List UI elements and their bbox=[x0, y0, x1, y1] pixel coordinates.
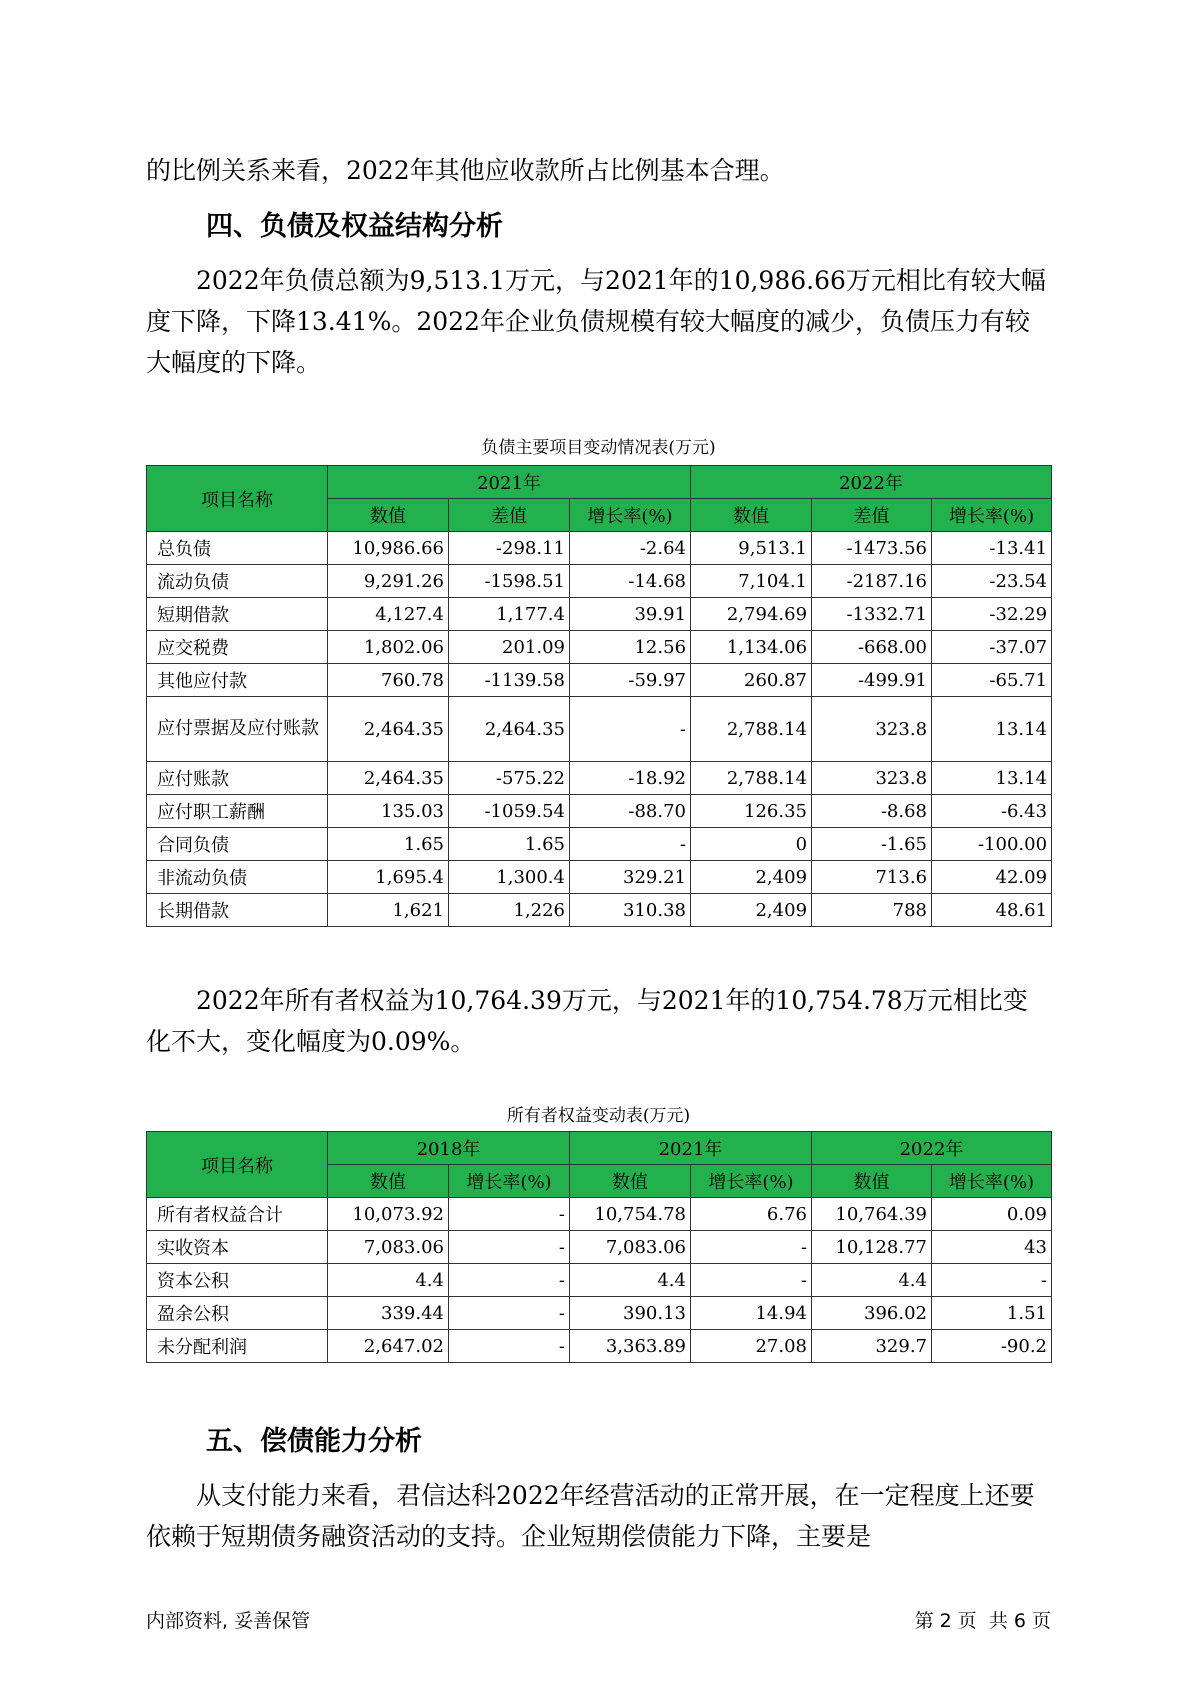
section4-heading: 四、负债及权益结构分析 bbox=[206, 211, 503, 242]
table1-sub-header: 增长率(%) bbox=[570, 499, 691, 532]
table-cell: - bbox=[691, 1264, 812, 1297]
table-cell: -90.2 bbox=[932, 1330, 1052, 1363]
table-cell: 7,083.06 bbox=[570, 1231, 691, 1264]
table-cell: -59.97 bbox=[570, 664, 691, 697]
table-cell: 10,764.39 bbox=[812, 1198, 932, 1231]
table-cell: - bbox=[932, 1264, 1052, 1297]
table-cell: 7,083.06 bbox=[328, 1231, 449, 1264]
row-label: 所有者权益合计 bbox=[147, 1198, 328, 1231]
footer-page-number: 第 2 页 共 6 页 bbox=[914, 1610, 1051, 1632]
table-cell: 329.7 bbox=[812, 1330, 932, 1363]
row-label: 未分配利润 bbox=[147, 1330, 328, 1363]
table-cell: 0 bbox=[691, 828, 812, 861]
table-cell: -575.22 bbox=[449, 762, 570, 795]
table-row bbox=[147, 1330, 1052, 1363]
table-cell: -2.64 bbox=[570, 532, 691, 565]
row-label: 流动负债 bbox=[147, 565, 328, 598]
table-row bbox=[147, 795, 1052, 828]
table-cell: 0.09 bbox=[932, 1198, 1052, 1231]
section5-paragraph-1: 从支付能力来看，君信达科2022年经营活动的正常开展，在一定程度上还要依赖于短期债务融资活动的支持。企业短期偿债能力下降，主要是 bbox=[146, 1481, 1035, 1551]
table-cell: -1332.71 bbox=[812, 598, 932, 631]
table-cell: 1.65 bbox=[449, 828, 570, 861]
table-cell: -100.00 bbox=[932, 828, 1052, 861]
row-label: 应交税费 bbox=[147, 631, 328, 664]
table-cell: 1,621 bbox=[328, 894, 449, 927]
table-cell: - bbox=[449, 1231, 570, 1264]
row-label: 合同负债 bbox=[147, 828, 328, 861]
table-cell: 396.02 bbox=[812, 1297, 932, 1330]
table-cell: 13.14 bbox=[932, 697, 1052, 762]
table-cell: 1,177.4 bbox=[449, 598, 570, 631]
table-cell: -1.65 bbox=[812, 828, 932, 861]
table-row bbox=[147, 1231, 1052, 1264]
table-cell: 3,363.89 bbox=[570, 1330, 691, 1363]
table-cell: 1,226 bbox=[449, 894, 570, 927]
row-label: 资本公积 bbox=[147, 1264, 328, 1297]
table-cell: -23.54 bbox=[932, 565, 1052, 598]
row-label: 其他应付款 bbox=[147, 664, 328, 697]
table-cell: -298.11 bbox=[449, 532, 570, 565]
table-cell: 42.09 bbox=[932, 861, 1052, 894]
row-label: 总负债 bbox=[147, 532, 328, 565]
table-cell: - bbox=[449, 1330, 570, 1363]
row-label: 盈余公积 bbox=[147, 1297, 328, 1330]
table1-sub-header: 差值 bbox=[449, 499, 570, 532]
table-cell: - bbox=[449, 1264, 570, 1297]
table-cell: 126.35 bbox=[691, 795, 812, 828]
table-cell: - bbox=[570, 828, 691, 861]
table1-caption: 负债主要项目变动情况表(万元) bbox=[481, 438, 716, 458]
table1-sub-header: 数值 bbox=[691, 499, 812, 532]
table1-year-header: 2021年 bbox=[328, 466, 691, 499]
table2-year-header: 2021年 bbox=[570, 1132, 812, 1165]
table-cell: 9,513.1 bbox=[691, 532, 812, 565]
table-cell: - bbox=[570, 697, 691, 762]
equity-table bbox=[146, 1131, 1052, 1363]
table-cell: 2,409 bbox=[691, 894, 812, 927]
row-label: 短期借款 bbox=[147, 598, 328, 631]
table-cell: - bbox=[691, 1231, 812, 1264]
table-cell: -1139.58 bbox=[449, 664, 570, 697]
table-cell: 2,647.02 bbox=[328, 1330, 449, 1363]
table-cell: 1,695.4 bbox=[328, 861, 449, 894]
table-cell: 339.44 bbox=[328, 1297, 449, 1330]
table-cell: 2,409 bbox=[691, 861, 812, 894]
table-row bbox=[147, 762, 1052, 795]
table-cell: 13.14 bbox=[932, 762, 1052, 795]
table-row bbox=[147, 1264, 1052, 1297]
intro-line: 的比例关系来看，2022年其他应收款所占比例基本合理。 bbox=[146, 156, 785, 185]
table2-caption: 所有者权益变动表(万元) bbox=[506, 1106, 691, 1126]
table-cell: -88.70 bbox=[570, 795, 691, 828]
table2-sub-header: 增长率(%) bbox=[449, 1165, 570, 1198]
table-cell: - bbox=[449, 1198, 570, 1231]
table-cell: -2187.16 bbox=[812, 565, 932, 598]
table-cell: 48.61 bbox=[932, 894, 1052, 927]
table-cell: 390.13 bbox=[570, 1297, 691, 1330]
table-cell: 2,794.69 bbox=[691, 598, 812, 631]
table-row bbox=[147, 631, 1052, 664]
table-cell: 2,464.35 bbox=[328, 697, 449, 762]
table-cell: 7,104.1 bbox=[691, 565, 812, 598]
table2-year-header: 2022年 bbox=[812, 1132, 1052, 1165]
table-cell: -668.00 bbox=[812, 631, 932, 664]
table2-sub-header: 数值 bbox=[570, 1165, 691, 1198]
row-label: 非流动负债 bbox=[147, 861, 328, 894]
table-row bbox=[147, 861, 1052, 894]
row-label: 应付账款 bbox=[147, 762, 328, 795]
table-cell: -1059.54 bbox=[449, 795, 570, 828]
table-cell: 201.09 bbox=[449, 631, 570, 664]
table1-sub-header: 差值 bbox=[812, 499, 932, 532]
table-cell: 12.56 bbox=[570, 631, 691, 664]
table-cell: 10,073.92 bbox=[328, 1198, 449, 1231]
table-cell: -6.43 bbox=[932, 795, 1052, 828]
table-cell: 27.08 bbox=[691, 1330, 812, 1363]
table-cell: -1473.56 bbox=[812, 532, 932, 565]
table-cell: - bbox=[449, 1297, 570, 1330]
table-cell: 4.4 bbox=[570, 1264, 691, 1297]
table-cell: -18.92 bbox=[570, 762, 691, 795]
table-cell: -37.07 bbox=[932, 631, 1052, 664]
table-cell: 10,128.77 bbox=[812, 1231, 932, 1264]
table-cell: -8.68 bbox=[812, 795, 932, 828]
table2-year-header: 2018年 bbox=[328, 1132, 570, 1165]
table-cell: 1.51 bbox=[932, 1297, 1052, 1330]
table-row bbox=[147, 828, 1052, 861]
table-row bbox=[147, 598, 1052, 631]
table-row bbox=[147, 697, 1052, 762]
row-label: 应付票据及应付账款 bbox=[147, 697, 328, 762]
section4-paragraph-2: 2022年所有者权益为10,764.39万元，与2021年的10,754.78万元相比变化不大，变化幅度为0.09%。 bbox=[146, 986, 1028, 1056]
table1-year-header: 2022年 bbox=[691, 466, 1052, 499]
table-row bbox=[147, 565, 1052, 598]
table-cell: -499.91 bbox=[812, 664, 932, 697]
row-label: 应付职工薪酬 bbox=[147, 795, 328, 828]
table-cell: 2,788.14 bbox=[691, 762, 812, 795]
table-cell: 4.4 bbox=[812, 1264, 932, 1297]
table-cell: 2,788.14 bbox=[691, 697, 812, 762]
section4-paragraph-1: 2022年负债总额为9,513.1万元，与2021年的10,986.66万元相比有较大幅度下降，下降13.41%。2022年企业负债规模有较大幅度的减少，负债压力有较大幅度的下降。 bbox=[146, 266, 1046, 377]
table-cell: 1.65 bbox=[328, 828, 449, 861]
table-cell: -65.71 bbox=[932, 664, 1052, 697]
table-cell: 329.21 bbox=[570, 861, 691, 894]
table-cell: 310.38 bbox=[570, 894, 691, 927]
table-cell: 4,127.4 bbox=[328, 598, 449, 631]
row-label: 长期借款 bbox=[147, 894, 328, 927]
table-cell: -14.68 bbox=[570, 565, 691, 598]
table-row bbox=[147, 1198, 1052, 1231]
table2-sub-header: 数值 bbox=[812, 1165, 932, 1198]
table-row bbox=[147, 532, 1052, 565]
table-cell: 4.4 bbox=[328, 1264, 449, 1297]
table1-sub-header: 增长率(%) bbox=[932, 499, 1052, 532]
table-row bbox=[147, 894, 1052, 927]
section5-heading: 五、偿债能力分析 bbox=[206, 1426, 422, 1457]
table-cell: 6.76 bbox=[691, 1198, 812, 1231]
table-cell: 9,291.26 bbox=[328, 565, 449, 598]
table-cell: 1,802.06 bbox=[328, 631, 449, 664]
table-row bbox=[147, 1297, 1052, 1330]
table-cell: 260.87 bbox=[691, 664, 812, 697]
table-cell: 323.8 bbox=[812, 697, 932, 762]
table-cell: 323.8 bbox=[812, 762, 932, 795]
table1-name-header: 项目名称 bbox=[147, 466, 328, 532]
table-row bbox=[147, 664, 1052, 697]
table-cell: 1,300.4 bbox=[449, 861, 570, 894]
table2-sub-header: 增长率(%) bbox=[691, 1165, 812, 1198]
liabilities-table bbox=[146, 465, 1052, 927]
table-cell: 10,986.66 bbox=[328, 532, 449, 565]
table-cell: 39.91 bbox=[570, 598, 691, 631]
table-cell: 10,754.78 bbox=[570, 1198, 691, 1231]
table2-sub-header: 增长率(%) bbox=[932, 1165, 1052, 1198]
table-cell: 14.94 bbox=[691, 1297, 812, 1330]
table-cell: 788 bbox=[812, 894, 932, 927]
table2-sub-header: 数值 bbox=[328, 1165, 449, 1198]
table-cell: 2,464.35 bbox=[449, 697, 570, 762]
footer-confidential-note: 内部资料, 妥善保管 bbox=[146, 1610, 311, 1632]
table-cell: 713.6 bbox=[812, 861, 932, 894]
table-cell: 135.03 bbox=[328, 795, 449, 828]
table-cell: 43 bbox=[932, 1231, 1052, 1264]
table2-name-header: 项目名称 bbox=[147, 1132, 328, 1198]
table-cell: -13.41 bbox=[932, 532, 1052, 565]
table-cell: -1598.51 bbox=[449, 565, 570, 598]
table1-sub-header: 数值 bbox=[328, 499, 449, 532]
table-cell: 1,134.06 bbox=[691, 631, 812, 664]
row-label: 实收资本 bbox=[147, 1231, 328, 1264]
table-cell: -32.29 bbox=[932, 598, 1052, 631]
table-cell: 2,464.35 bbox=[328, 762, 449, 795]
table-cell: 760.78 bbox=[328, 664, 449, 697]
